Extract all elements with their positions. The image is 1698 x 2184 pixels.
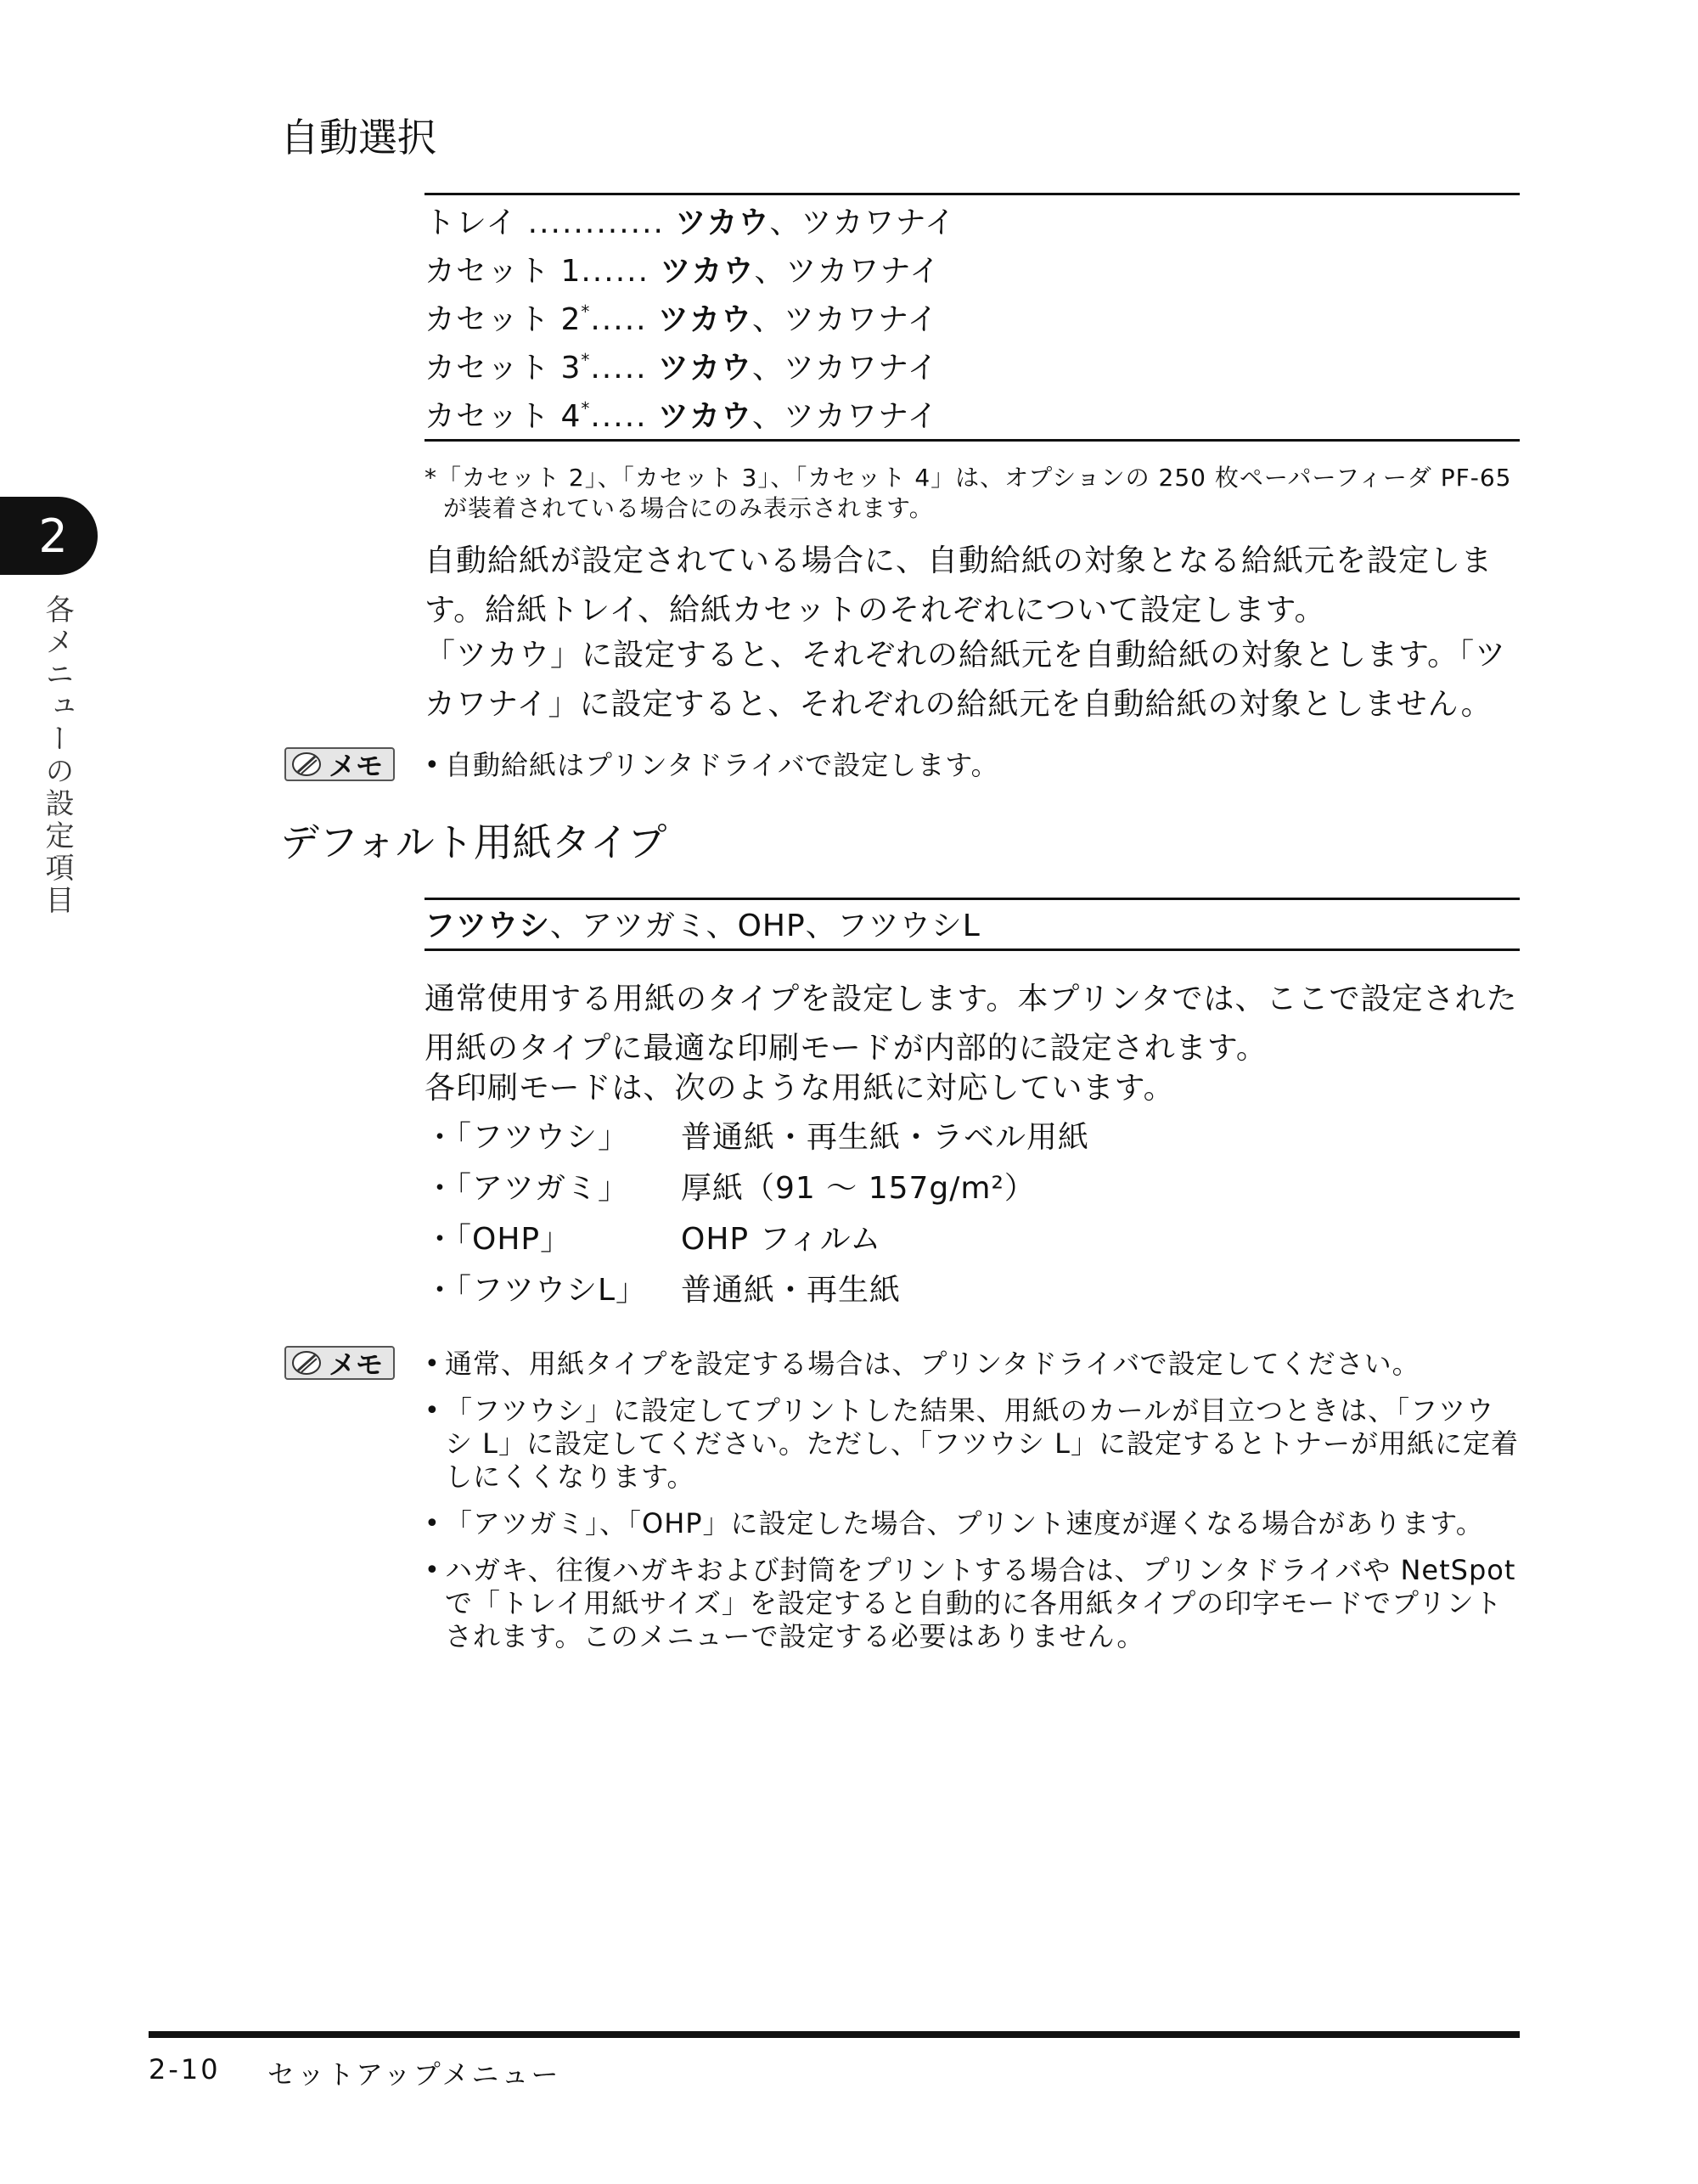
section-title-default-paper-type: デフォルト用紙タイプ (280, 819, 667, 865)
paragraph: 「ツカウ」に設定すると、それぞれの給紙元を自動給紙の対象とします。「ツカワナイ」に設定すると、それぞれの給紙元を自動給紙の対象としません。 (424, 638, 1507, 722)
section-title-auto-select: 自動選択 (280, 115, 436, 160)
table-top-rule (424, 193, 1520, 195)
memo-item: • 自動給紙はプリンタドライバで設定します。 (424, 749, 1520, 782)
setting-row: トレイ ............ ツカウ、ツカワナイ (424, 205, 956, 240)
memo-item: • 「アツガミ」、「OHP」に設定した場合、プリント速度が遅くなる場合があります。 (424, 1507, 1520, 1540)
paper-mode-list (424, 1112, 1520, 1316)
footer-title: セットアップメニュー (267, 2058, 561, 2091)
memo-list (424, 749, 1520, 796)
options-top-rule (424, 898, 1520, 900)
paragraph: 各印刷モードは、次のような用紙に対応しています。 (424, 1071, 1175, 1106)
memo-label: メモ (329, 750, 384, 782)
options-bottom-rule (424, 948, 1520, 951)
pencil-icon (291, 1350, 322, 1376)
chapter-side-label: 各メニューの設定項目 (40, 594, 74, 917)
memo-badge (284, 747, 395, 781)
footnote: *「カセット 2」、「カセット 3」、「カセット 4」は、オプションの 250 枚ペーパーフィーダ PF-65 が装着されている場合にのみ表示されます。 (424, 464, 1512, 522)
chapter-tab (0, 497, 98, 575)
paper-mode-row: ・「フツウシL」 普通紙・再生紙 (424, 1273, 902, 1308)
footer-page-number: 2-10 (149, 2053, 221, 2085)
paper-mode-row: ・「フツウシ」 普通紙・再生紙・ラベル用紙 (424, 1120, 1090, 1155)
setting-row: カセット 3*..... ツカウ、ツカワナイ (424, 350, 939, 386)
paper-mode-row: ・「OHP」 OHP フィルム (424, 1222, 882, 1257)
table-bottom-rule (424, 439, 1520, 442)
memo-badge (284, 1346, 395, 1380)
memo-item: • 「フツウシ」に設定してプリントした結果、用紙のカールが目立つときは、「フツウシ L」に設定してください。ただし、「フツウシ L」に設定するとトナーが用紙に定着しにくくなります。 (424, 1394, 1520, 1494)
footer-rule (149, 2031, 1520, 2038)
setting-row: カセット 2*..... ツカウ、ツカワナイ (424, 301, 939, 337)
setting-row: カセット 1...... ツカウ、ツカワナイ (424, 254, 941, 289)
chapter-number: 2 (38, 509, 68, 563)
paper-mode-row: ・「アツガミ」 厚紙（91 ～ 157g/m²） (424, 1171, 1036, 1206)
paragraph: 通常使用する用紙のタイプを設定します。本プリンタでは、ここで設定された用紙のタイプに最適な印刷モードが内部的に設定されます。 (424, 982, 1518, 1066)
memo-label: メモ (329, 1348, 384, 1381)
memo-item: • 通常、用紙タイプを設定する場合は、プリンタドライバで設定してください。 (424, 1348, 1520, 1381)
paragraph: 自動給紙が設定されている場合に、自動給紙の対象となる給紙元を設定します。給紙トレイ、給紙カセットのそれぞれについて設定します。 (424, 543, 1493, 628)
memo-list (424, 1348, 1520, 1667)
settings-table (424, 199, 1520, 441)
memo-item: • ハガキ、往復ハガキおよび封筒をプリントする場合は、プリンタドライバや NetSpot で「トレイ用紙サイズ」を設定すると自動的に各用紙タイプの印字モードでプリントされます。このメニューで設定する必要はありません。 (424, 1554, 1520, 1653)
options-row: フツウシ、アツガミ、OHP、フツウシL (424, 909, 981, 943)
pencil-icon (291, 751, 322, 777)
setting-row: カセット 4*..... ツカウ、ツカワナイ (424, 398, 939, 434)
